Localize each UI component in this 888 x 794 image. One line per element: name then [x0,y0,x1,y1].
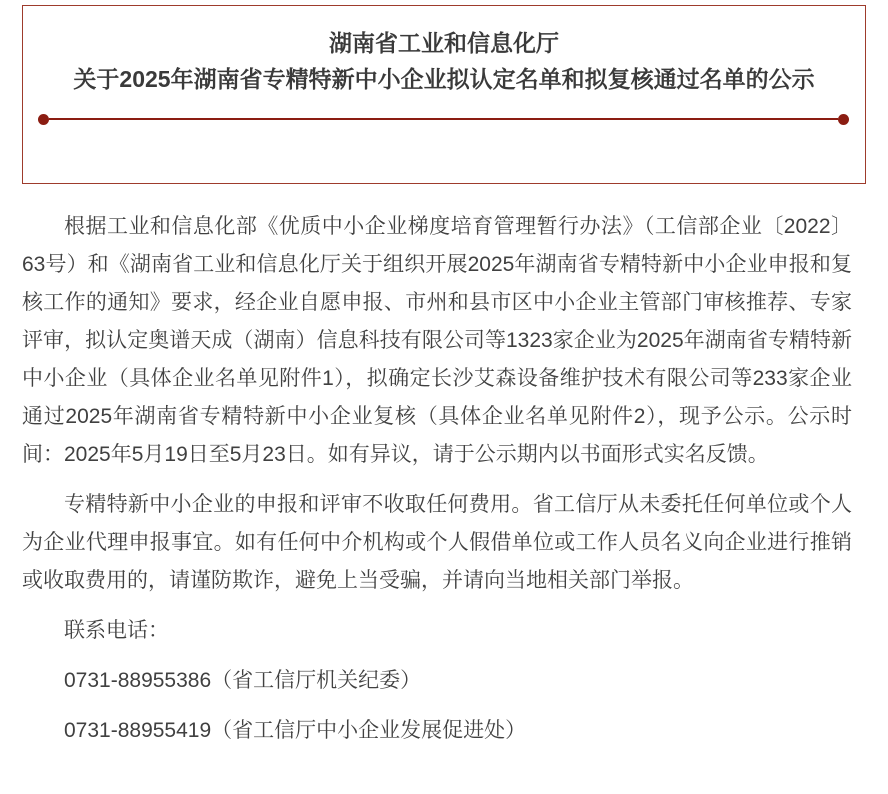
rule-dot-right-icon [838,114,849,125]
rule-dot-left-icon [38,114,49,125]
paragraph-warning: 专精特新中小企业的申报和评审不收取任何费用。省工信厅从未委托任何单位或个人为企业代理申报事宜。如有任何中介机构或个人假借单位或工作人员名义向企业进行推销或收取费用的，请谨防欺诈，避免上当受骗，并请向当地相关部门举报。 [22,493,852,592]
rule-line [49,118,838,120]
contact-label: 联系电话： [64,619,169,642]
header-rule [38,113,849,125]
notice-header-box [22,5,866,184]
phone-line-promotion: 0731-88955419（省工信厅中小企业发展促进处） [64,719,527,742]
notice-title-subject: 关于2025年湖南省专精特新中小企业拟认定名单和拟复核通过名单的公示 [73,66,815,92]
notice-body [22,208,852,750]
paragraph-basis: 根据工业和信息化部《优质中小企业梯度培育管理暂行办法》（工信部企业〔2022〕63号）和《湖南省工业和信息化厅关于组织开展2025年湖南省专精特新中小企业申报和复核工作的通知》要求，经企业自愿申报、市州和县市区中小企业主管部门审核推荐、专家评审，拟认定奥谱天成（湖南）信息科技有限公司等1323家企业为2025年湖南省专精特新中小企业（具体企业名单见附件1），拟确定长沙艾森设备维护技术有限公司等233家企业通过2025年湖南省专精特新中小企业复核（具体企业名单见附件2），现予公示。公示时间：2025年5月19日至5月23日。如有异议，请于公示期内以书面形式实名反馈。 [22,215,852,466]
phone-line-jiwei: 0731-88955386（省工信厅机关纪委） [64,669,422,692]
notice-title-org: 湖南省工业和信息化厅 [329,30,559,56]
